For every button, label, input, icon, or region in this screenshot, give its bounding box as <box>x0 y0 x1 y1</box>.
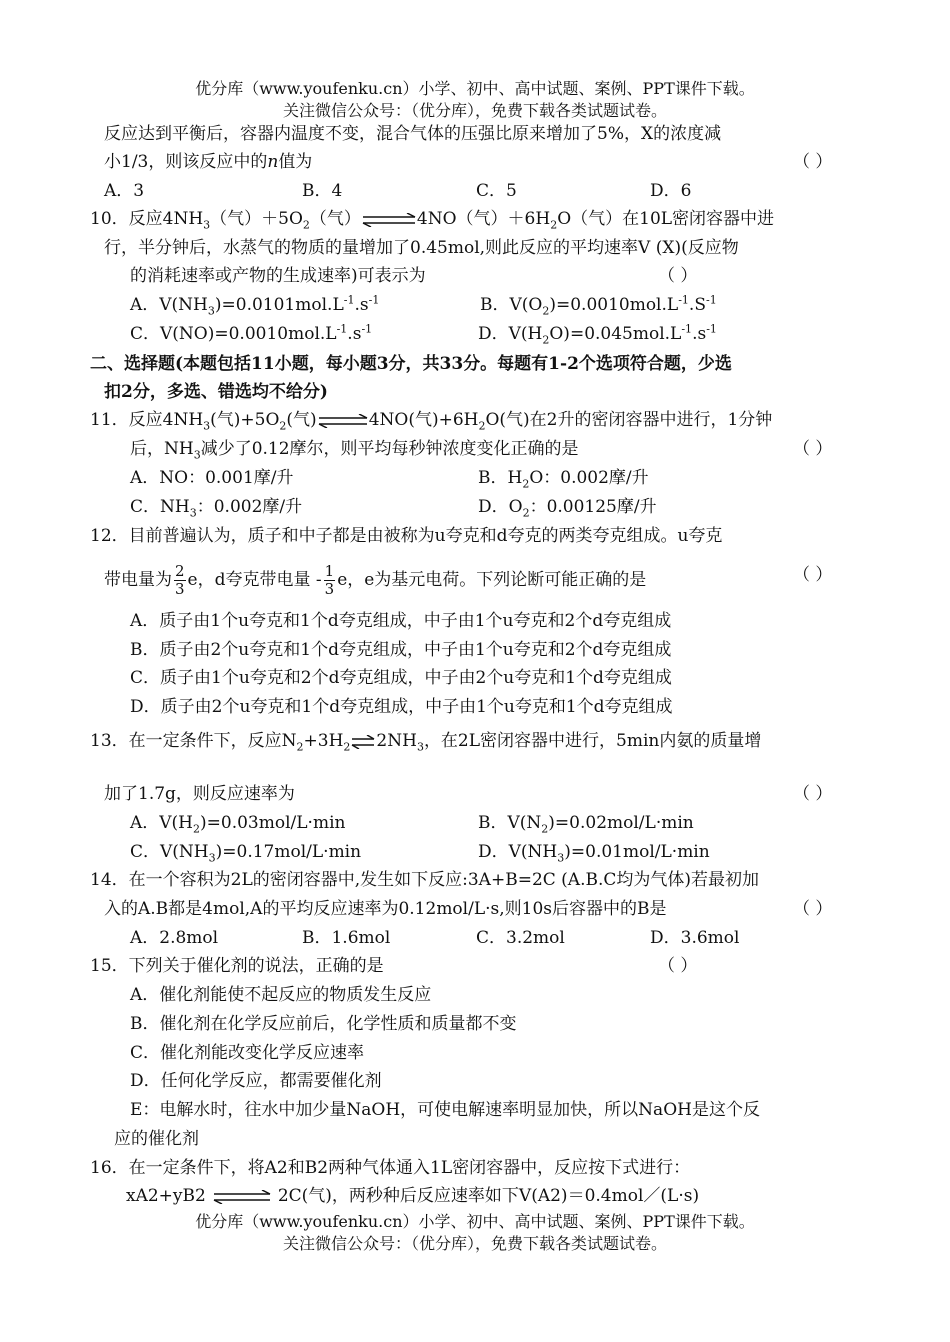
q9-option-c: C．5 <box>476 181 517 201</box>
q16-line1: 16．在一定条件下，将A2和B2两种气体通入1L密闭容器中，反应按下式进行： <box>90 1158 691 1178</box>
q10-line3: 的消耗速率或产物的生成速率)可表示为 <box>130 266 426 286</box>
equilibrium-arrow-icon <box>350 735 376 749</box>
q15-option-c: C．催化剂能改变化学反应速率 <box>130 1043 365 1063</box>
equilibrium-arrow-icon <box>361 213 417 227</box>
q13-option-c: C．$V(NH_3)=0.17mol/L\cdot\min$ <box>130 842 362 865</box>
page-header-line2: 关注微信公众号：（优分库），免费下载各类试题试卷。 <box>282 101 667 120</box>
q13-answer-paren: （ ） <box>793 784 833 804</box>
q12-option-d: D．质子由2个u夸克和1个d夸克组成，中子由1个u夸克和1个d夸克组成 <box>130 697 673 717</box>
q12-answer-paren: （ ） <box>793 565 833 585</box>
q11-option-b: B．$H_2O$：0.002摩/升 <box>478 468 649 491</box>
q10-line2: 行，半分钟后，水蒸气的物质的量增加了0.45mol,则此反应的平均速率V (X)(反应物 <box>104 238 739 258</box>
q11-line2: 后，$NH_3$减少了0.12摩尔，则平均每秒钟浓度变化正确的是 <box>130 439 579 462</box>
q14-option-a: A．2.8mol <box>130 928 219 948</box>
q15-option-a: A．催化剂能使不起反应的物质发生反应 <box>130 985 432 1005</box>
q9-option-b: B．4 <box>302 181 343 201</box>
fraction-two-thirds: $\frac{2}{3}$ <box>175 562 185 598</box>
q12-line1: 12．目前普遍认为，质子和中子都是由被称为u夸克和d夸克的两类夸克组成。u夸克 <box>90 526 723 546</box>
q13-option-a: A．$V(H_2)=0.03mol/L\cdot\min$ <box>130 813 346 836</box>
fraction-one-third: $\frac{1}{3}$ <box>324 562 335 598</box>
q15-option-e-line2: 应的催化剂 <box>114 1129 199 1149</box>
q11-option-a: A．NO：0.001摩/升 <box>130 468 294 488</box>
q12-option-c: C．质子由1个u夸克和2个d夸克组成，中子由2个u夸克和1个d夸克组成 <box>130 668 672 688</box>
q13-line2: 加了1.7g，则反应速率为 <box>104 784 295 804</box>
page-footer-line1: 优分库（www.youfenku.cn）小学、初中、高中试题、案例、PPT课件下载。 <box>195 1212 755 1231</box>
q13-option-d: D．$V(NH_3)=0.01mol/L\cdot\min$ <box>478 842 710 865</box>
q11-option-c: C．$NH_3$：0.002摩/升 <box>130 497 303 520</box>
section2-heading-line1: 二、选择题(本题包括11小题，每小题3分，共33分。每题有1-2个选项符合题，少选 <box>90 354 732 374</box>
q14-option-d: D．3.6mol <box>650 928 740 948</box>
q12-line2: 带电量为 $\frac{2}{3}$ e，d夸克带电量 - $\frac{1}{3}$ e，e为基元电荷。下列论断可能正确的是 <box>104 562 647 598</box>
q11-line1: 11．反应$4NH_3$(气)$+5O_2$(气) 4NO(气)$+6H_2O$(气)在2升的密闭容器中进行，1分钟 <box>90 410 773 433</box>
q9-option-d: D．6 <box>650 181 692 201</box>
q10-line1: 10．反应$4NH_3$（气）$+5O_2$（气） 4NO（气）$+6H_2O$（气）在10L密闭容器中进 <box>90 209 775 232</box>
q15-option-b: B．催化剂在化学反应前后，化学性质和质量都不变 <box>130 1014 517 1034</box>
q15-option-d: D．任何化学反应，都需要催化剂 <box>130 1071 382 1091</box>
q14-line2: 入的A.B都是4mol,A的平均反应速率为0.12mol/L·s,则10s后容器中的B是 <box>104 899 667 919</box>
q13-line1: 13．在一定条件下，反应$N_2+3H_2$ $2NH_3$，在2L密闭容器中进行，5min内氨的质量增 <box>90 731 762 754</box>
q14-line1: 14．在一个容积为2L的密闭容器中,发生如下反应:3A+B=2C (A.B.C均为气体)若最初加 <box>90 870 760 890</box>
q9-option-a: A．3 <box>104 181 145 201</box>
q11-option-d: D．$O_2$：0.00125摩/升 <box>478 497 657 520</box>
q12-option-b: B．质子由2个u夸克和1个d夸克组成，中子由1个u夸克和2个d夸克组成 <box>130 640 672 660</box>
q9-answer-paren: （ ） <box>793 152 833 172</box>
section2-heading-line2: 扣2分，多选、错选均不给分) <box>104 382 328 402</box>
q15-answer-paren: （ ） <box>658 956 698 976</box>
q16-line2: xA2+yB2 2C(气)，两秒种后反应速率如下V(A2)＝0.4mol／(L·s) <box>126 1186 700 1206</box>
q15-line1: 15．下列关于催化剂的说法，正确的是 <box>90 956 384 976</box>
q10-option-c: C．$V(NO)=0.0010mol.L^{-1}.s^{-1}$ <box>130 322 373 344</box>
page-header-line1: 优分库（www.youfenku.cn）小学、初中、高中试题、案例、PPT课件下载。 <box>195 79 755 98</box>
q10-option-a: A．$V(NH_3)=0.0101mol.L^{-1}.s^{-1}$ <box>130 293 380 318</box>
q14-option-c: C．3.2mol <box>476 928 565 948</box>
q9-line1: 反应达到平衡后，容器内温度不变，混合气体的压强比原来增加了5%，X的浓度减 <box>104 124 722 144</box>
q10-answer-paren: （ ） <box>658 266 698 286</box>
q13-option-b: B．$V(N_2)=0.02mol/L\cdot\min$ <box>478 813 694 836</box>
q10-option-d: D．$V(H_2O)=0.045mol.L^{-1}.s^{-1}$ <box>478 322 717 347</box>
q12-option-a: A．质子由1个u夸克和1个d夸克组成，中子由1个u夸克和2个d夸克组成 <box>130 611 672 631</box>
equilibrium-arrow-icon <box>317 414 369 428</box>
q14-option-b: B．1.6mol <box>302 928 391 948</box>
q11-answer-paren: （ ） <box>793 439 833 459</box>
equilibrium-arrow-icon <box>212 1190 272 1204</box>
q15-option-e-line1: E：电解水时，往水中加少量NaOH，可使电解速率明显加快，所以NaOH是这个反 <box>130 1100 760 1120</box>
q14-answer-paren: （ ） <box>793 899 833 919</box>
q9-line2: 小1/3，则该反应中的n值为 <box>104 152 313 172</box>
page-footer-line2: 关注微信公众号：（优分库），免费下载各类试题试卷。 <box>282 1234 667 1253</box>
q10-option-b: B．$V(O_2)=0.0010mol.L^{-1}.S^{-1}$ <box>480 293 717 318</box>
